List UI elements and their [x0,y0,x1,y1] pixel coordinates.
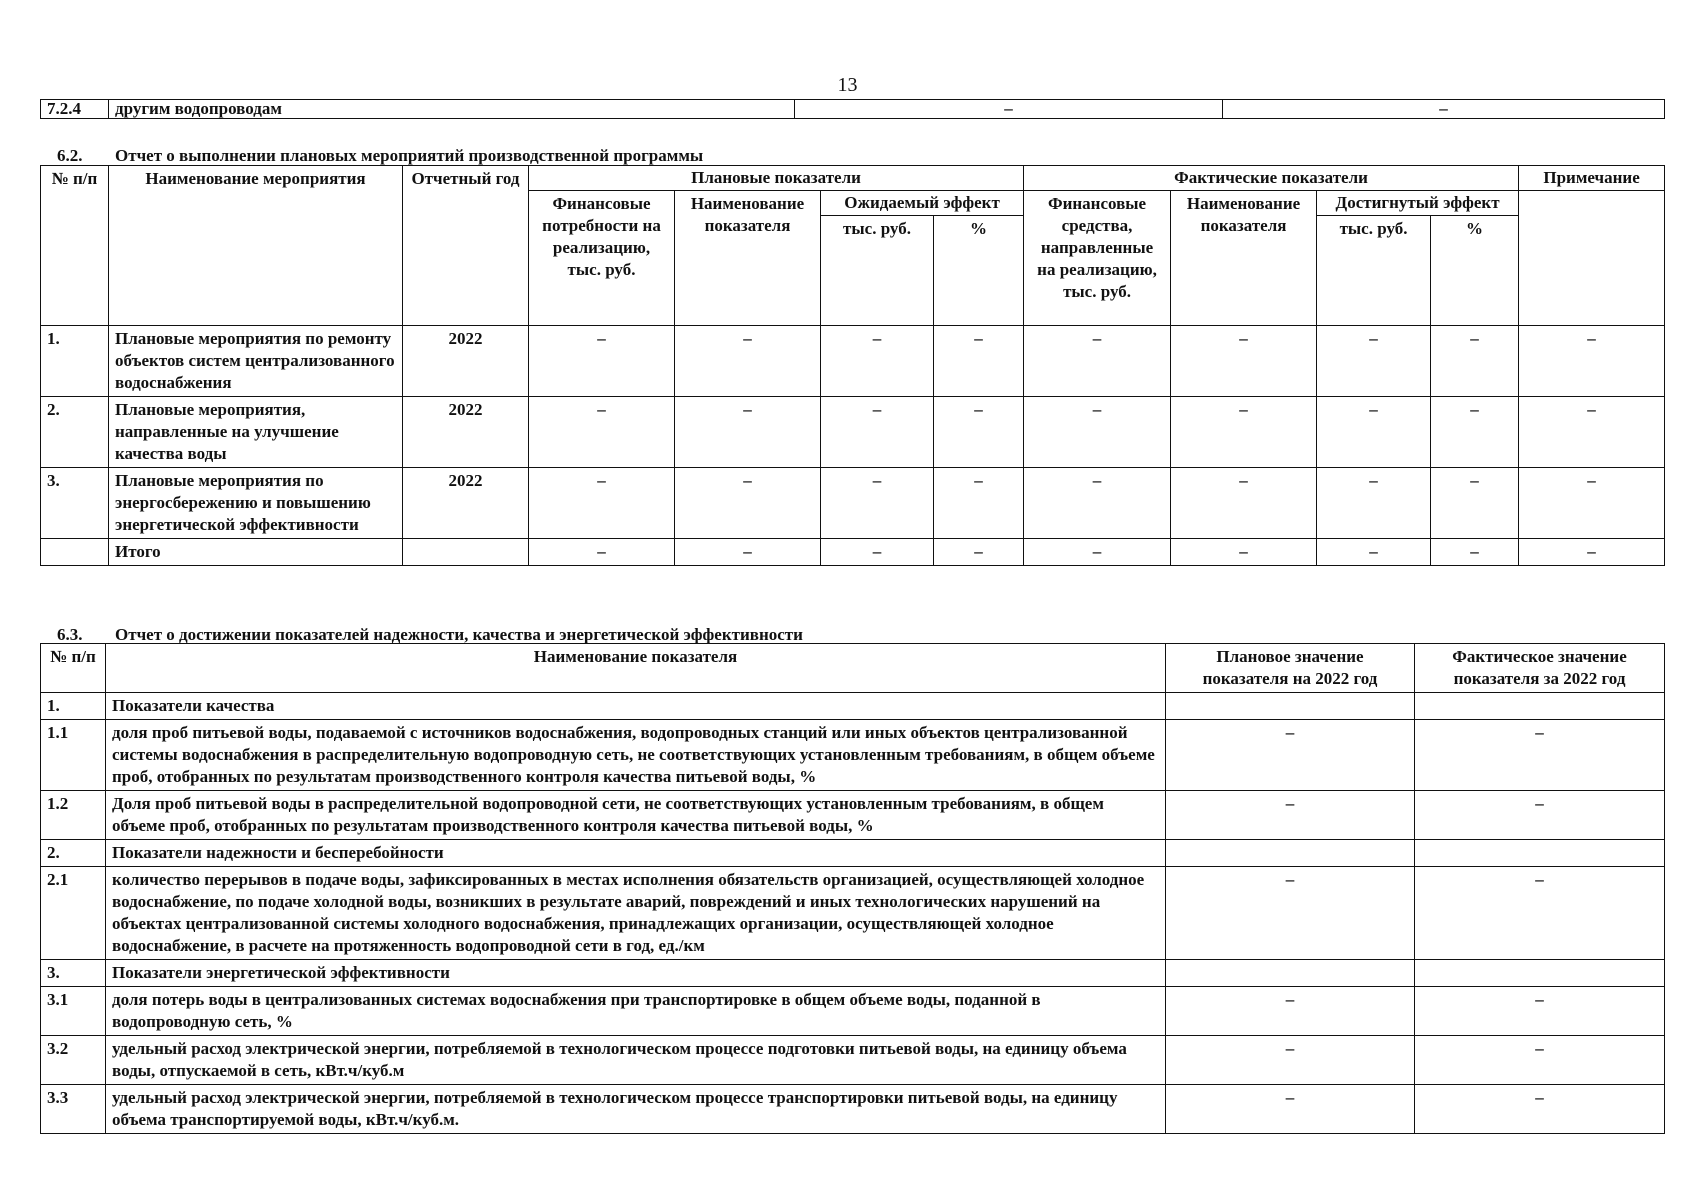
row-name: доля потерь воды в централизованных системах водоснабжения при транспортировке в общем объеме воды, поданной в водопроводную сеть, % [106,987,1166,1036]
total-value: – [1024,539,1171,566]
total-value: – [529,539,675,566]
row-value: – [1519,326,1665,397]
row-fact [1415,960,1665,987]
row-value: – [934,326,1024,397]
row-fact: – [1415,791,1665,840]
header-name: Наименование показателя [106,644,1166,693]
section-title-6-2 [57,146,703,166]
row-name: Доля проб питьевой воды в распределительной водопроводной сети, не соответствующих установленным требованиям, в общем объеме проб, отобранных по результатам производственного контроля качества питьевой воды, % [106,791,1166,840]
row-value: – [1171,326,1317,397]
section-number: 6.3. [57,625,83,644]
row-number: 1.2 [41,791,106,840]
table-row [41,960,1665,987]
row-fact [1415,840,1665,867]
row-plan: – [1166,987,1415,1036]
row-number: 1. [41,326,109,397]
row-name: Показатели энергетической эффективности [106,960,1166,987]
row-fact: – [1415,1085,1665,1134]
table-row [41,468,1665,539]
header-act-fin: Финансовые средства, направленные на реализацию, тыс. руб. [1024,191,1171,326]
row-name: Показатели надежности и бесперебойности [106,840,1166,867]
table-row [41,1036,1665,1085]
row-year: 2022 [403,397,529,468]
row-value: – [1431,326,1519,397]
row-value: – [1519,397,1665,468]
row-value: – [1024,468,1171,539]
row-value: – [1431,397,1519,468]
row-number: 1.1 [41,720,106,791]
row-plan: – [1166,867,1415,960]
header-num: № п/п [41,166,109,326]
header-act-effect: Достигнутый эффект [1317,191,1519,216]
row-value: – [934,468,1024,539]
row-plan: – [1166,791,1415,840]
total-num [41,539,109,566]
table-row [41,867,1665,960]
row-fact: – [1415,720,1665,791]
row-value: – [1171,397,1317,468]
row-value: – [821,397,934,468]
row-number: 3. [41,960,106,987]
header-name: Наименование мероприятия [109,166,403,326]
section-heading: Отчет о достижении показателей надежности, качества и энергетической эффективности [115,625,803,644]
section-number: 6.2. [57,146,83,165]
table-row [41,326,1665,397]
table-row [41,791,1665,840]
row-number: 3.2 [41,1036,106,1085]
section-heading: Отчет о выполнении плановых мероприятий производственной программы [115,146,704,165]
header-plan-pct: % [934,216,1024,326]
row-plan: – [1166,1036,1415,1085]
row-number: 3.3 [41,1085,106,1134]
header-actual: Фактические показатели [1024,166,1519,191]
header-num: № п/п [41,644,106,693]
row-value: – [529,326,675,397]
header-act-name: Наименование показателя [1171,191,1317,326]
row-name: Плановые мероприятия, направленные на улучшение качества воды [109,397,403,468]
table-row [41,693,1665,720]
row-name: доля проб питьевой воды, подаваемой с источников водоснабжения, водопроводных станций или иных объектов централизованной системы водоснабжения в распределительную водопроводную сеть, не соответствующих установленным требованиям, в общем объеме проб, отобранных по результатам производственного контроля качества питьевой воды, % [106,720,1166,791]
header-act-pct: % [1431,216,1519,326]
row-name: количество перерывов в подаче воды, зафиксированных в местах исполнения обязательств организацией, осуществляющей холодное водоснабжение, по подаче холодной воды, возникших в результате аварий, повреждений и иных технологических нарушений на объектах централизованной системы холодного водоснабжения, принадлежащих организации, осуществляющей холодное водоснабжение, в расчете на протяженность водопроводной сети в год, ед./км [106,867,1166,960]
row-name: Показатели качества [106,693,1166,720]
row-number: 3.1 [41,987,106,1036]
total-row [41,539,1665,566]
row-year: 2022 [403,468,529,539]
table-row [41,397,1665,468]
row-value: – [821,326,934,397]
total-value: – [934,539,1024,566]
header-act-thous: тыс. руб. [1317,216,1431,326]
total-value: – [1171,539,1317,566]
row-name: Плановые мероприятия по ремонту объектов систем централизованного водоснабжения [109,326,403,397]
indicators-table [40,643,1665,1134]
row-number: 2.1 [41,867,106,960]
row-value: – [1519,468,1665,539]
table-row [41,987,1665,1036]
row-plan: – [1166,1085,1415,1134]
table-row [41,720,1665,791]
header-note: Примечание [1519,166,1665,191]
header-plan-name: Наименование показателя [675,191,821,326]
header-plan-effect: Ожидаемый эффект [821,191,1024,216]
row-value: – [1431,468,1519,539]
row-value: – [1317,397,1431,468]
row-name: Плановые мероприятия по энергосбережению и повышению энергетической эффективности [109,468,403,539]
row-value: – [529,397,675,468]
header-row [41,166,1665,191]
row-fact: – [1415,867,1665,960]
header-plan-thous: тыс. руб. [821,216,934,326]
total-value: – [1519,539,1665,566]
row-number: 2. [41,840,106,867]
header-planned: Плановые показатели [529,166,1024,191]
row-year: 2022 [403,326,529,397]
row-name: удельный расход электрической энергии, потребляемой в технологическом процессе подготовки питьевой воды, на единицу объема воды, отпускаемой в сеть, кВт.ч/куб.м [106,1036,1166,1085]
row-value: – [1223,100,1665,119]
total-value: – [1431,539,1519,566]
page-number: 13 [837,74,858,96]
header-note-empty [1519,191,1665,326]
header-row [41,644,1665,693]
row-value: – [934,397,1024,468]
row-name: другим водопроводам [109,100,795,119]
total-value: – [675,539,821,566]
header-plan-fin: Финансовые потребности на реализацию, тыс. руб. [529,191,675,326]
row-plan [1166,960,1415,987]
row-value: – [1024,326,1171,397]
total-label: Итого [109,539,403,566]
total-value: – [1317,539,1431,566]
header-year: Отчетный год [403,166,529,326]
row-plan [1166,840,1415,867]
header-fact: Фактическое значение показателя за 2022 год [1415,644,1665,693]
section-title-6-3 [57,625,803,645]
row-fact [1415,693,1665,720]
row-fact: – [1415,987,1665,1036]
row-value: – [1317,326,1431,397]
continuation-table [40,99,1665,119]
row-number: 7.2.4 [41,100,109,119]
total-year [403,539,529,566]
total-value: – [821,539,934,566]
row-value: – [529,468,675,539]
row-plan: – [1166,720,1415,791]
row-value: – [675,326,821,397]
activities-table [40,165,1665,566]
row-value: – [675,468,821,539]
row-number: 2. [41,397,109,468]
row-value: – [821,468,934,539]
row-name: удельный расход электрической энергии, потребляемой в технологическом процессе транспортировки питьевой воды, на единицу объема транспортируемой воды, кВт.ч/куб.м. [106,1085,1166,1134]
table-row [41,100,1665,119]
header-plan: Плановое значение показателя на 2022 год [1166,644,1415,693]
row-number: 3. [41,468,109,539]
row-value: – [675,397,821,468]
table-row [41,1085,1665,1134]
row-value: – [1024,397,1171,468]
row-number: 1. [41,693,106,720]
table-row [41,840,1665,867]
row-value: – [795,100,1223,119]
row-plan [1166,693,1415,720]
row-value: – [1171,468,1317,539]
row-fact: – [1415,1036,1665,1085]
row-value: – [1317,468,1431,539]
